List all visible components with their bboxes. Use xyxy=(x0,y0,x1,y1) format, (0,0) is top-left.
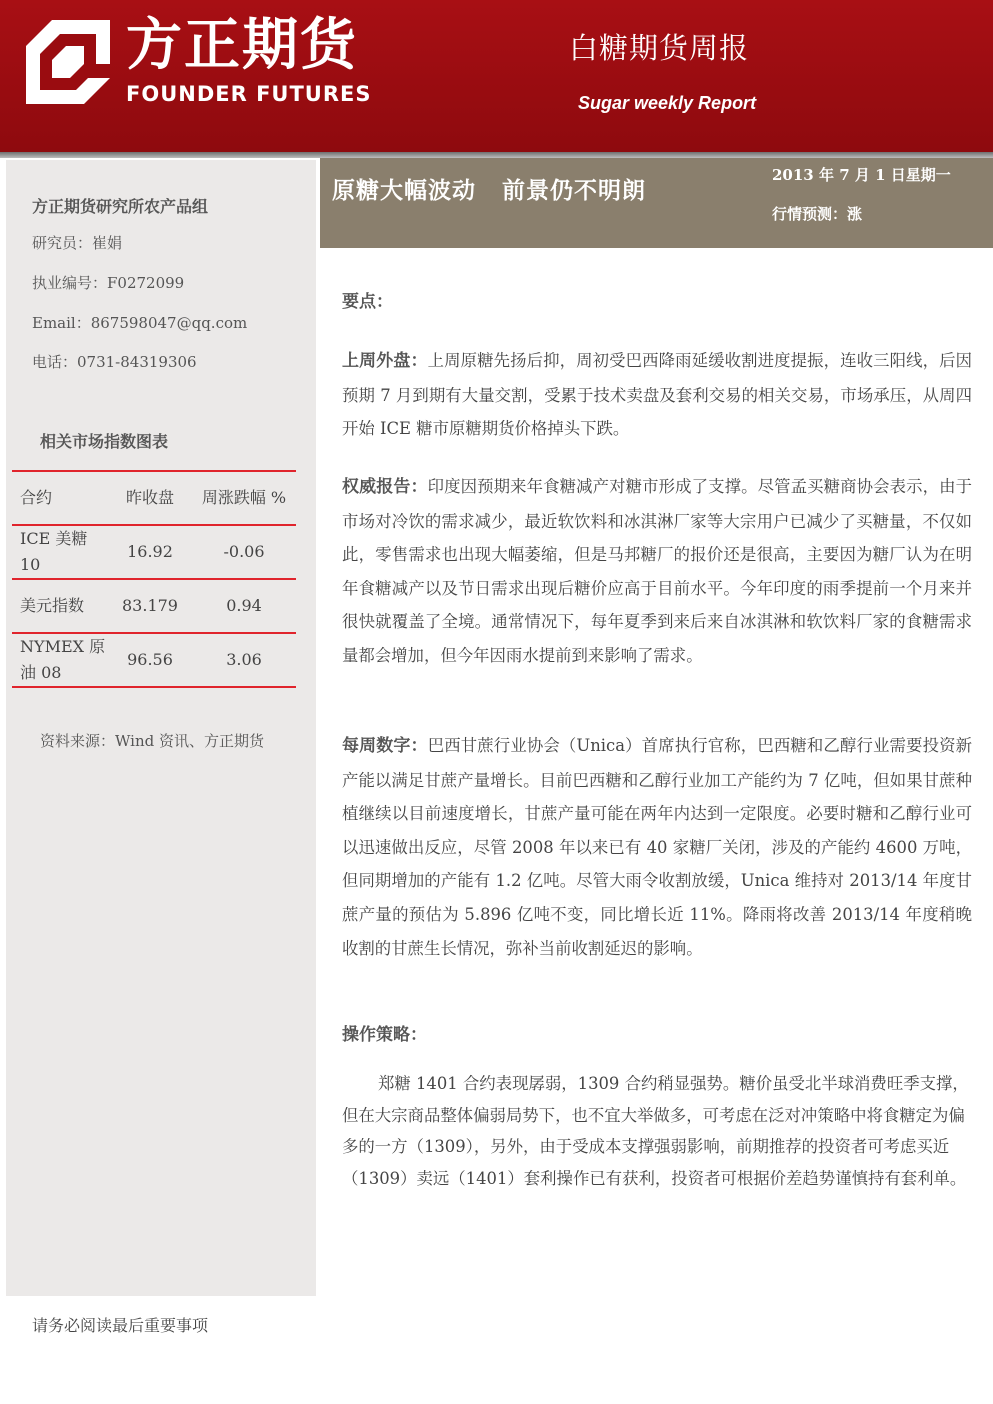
paragraph-label: 上周外盘： xyxy=(342,351,428,371)
phone-contact: 电话：0731-84319306 xyxy=(32,353,197,371)
license-number: 执业编号：F0272099 xyxy=(32,274,185,292)
index-table-title: 相关市场指数图表 xyxy=(40,432,169,451)
headline-part2: 前景仍不明朗 xyxy=(502,178,646,204)
headline-part1: 原糖大幅波动 xyxy=(332,178,476,204)
table-cell-contract: 美元指数 xyxy=(20,596,85,615)
logo-en: FOUNDER FUTURES xyxy=(126,82,372,106)
table-cell-close: 96.56 xyxy=(127,650,173,669)
table-cell-change: 3.06 xyxy=(226,650,262,669)
paragraph-label: 每周数字： xyxy=(342,736,428,756)
report-subtitle: Sugar weekly Report xyxy=(578,93,757,113)
table-cell-change: 0.94 xyxy=(226,596,262,615)
report-title: 白糖期货周报 xyxy=(569,31,750,65)
disclaimer-note: 请务必阅读最后重要事项 xyxy=(32,1316,209,1335)
report-date: 2013 年 7 月 1 日星期一 xyxy=(772,166,951,184)
paragraph-weekly-numbers xyxy=(342,729,972,965)
table-cell-change: -0.06 xyxy=(223,542,265,561)
paragraph-overseas-market xyxy=(342,344,972,446)
table-cell-close: 83.179 xyxy=(122,596,178,615)
table-header-cell: 昨收盘 xyxy=(125,488,174,507)
key-points-heading: 要点： xyxy=(342,292,393,312)
paragraph-text: 上周原糖先扬后抑，周初受巴西降雨延缓收割进度提振，连收三阳线，后因预期 7 月到期有大量交割，受累于技术卖盘及套利交易的相关交易，市场承压，从周四开始 ICE 糖市原糖期货价格掉头下跌。 xyxy=(342,351,973,439)
table-row xyxy=(12,632,296,688)
strategy-paragraph: 郑糖 1401 合约表现孱弱，1309 合约稍显强势。糖价虽受北半球消费旺季支撑，但在大宗商品整体偏弱局势下，也不宜大举做多，可考虑在泛对冲策略中将食糖定为偏多的一方（1309），另外，由于受成本支撑强弱影响，前期推荐的投资者可考虑买近（1309）卖远（1401）套利操作已有获利，投资者可根据价差趋势谨慎持有套利单。 xyxy=(342,1074,969,1188)
paragraph-authoritative-report xyxy=(342,470,972,673)
table-cell-contract: NYMEX 原油 08 xyxy=(20,637,106,682)
paragraph-text: 印度因预期来年食糖减产对糖市形成了支撑。尽管孟买糖商协会表示，由于市场对冷饮的需求减少，最近软饮料和冰淇淋厂家等大宗用户已减少了买糖量，不仅如此，零售需求也出现大幅萎缩，但是马邦糖厂的报价还是很高，主要因为糖厂认为在明年食糖减产以及节日需求出现后糖价应高于目前水平。今年印度的雨季提前一个月来并很快就覆盖了全境。通常情况下，每年夏季到来后来自冰淇淋和软饮料厂家的食糖需求量都会增加，但今年因雨水提前到来影响了需求。 xyxy=(342,477,973,665)
analyst-name: 研究员：崔娟 xyxy=(32,234,123,252)
logo-cn: 方正期货 xyxy=(126,13,358,78)
table-row xyxy=(12,524,296,578)
email-contact: Email：867598047@qq.com xyxy=(32,314,248,332)
market-forecast: 行情预测：涨 xyxy=(772,205,863,223)
paragraph-label: 权威报告： xyxy=(342,477,428,497)
market-index-table xyxy=(12,470,296,688)
table-row xyxy=(12,578,296,632)
research-org: 方正期货研究所农产品组 xyxy=(32,197,209,216)
table-cell-close: 16.92 xyxy=(127,542,173,561)
data-source: 资料来源：Wind 资讯、方正期货 xyxy=(40,732,264,750)
header-banner xyxy=(0,0,993,152)
table-header-cell: 周涨跌幅 % xyxy=(201,488,287,507)
strategy-heading: 操作策略： xyxy=(342,1025,427,1045)
table-header-cell: 合约 xyxy=(20,488,53,507)
headline xyxy=(332,172,646,205)
founder-logo-icon xyxy=(26,20,110,104)
table-cell-contract: ICE 美糖 10 xyxy=(20,529,88,574)
table-header-row xyxy=(12,470,296,524)
paragraph-text: 巴西甘蔗行业协会（Unica）首席执行官称，巴西糖和乙醇行业需要投资新产能以满足甘蔗产量增长。目前巴西糖和乙醇行业加工产能约为 7 亿吨，但如果甘蔗种植继续以目前速度增长，甘蔗产量可能在两年内达到一定限度。必要时糖和乙醇行业可以迅速做出反应，尽管 2008 年以来已有 40 家糖厂关闭，涉及的产能约 4600 万吨，但同期增加的产能有 1.2 亿吨。尽管大雨令收割放缓，Unica 维持对 2013/14 年度甘蔗产量的预估为 5.896 亿吨不变，同比增长近 11%。降雨将改善 2013/14 年度稍晚收割的甘蔗生长情况，弥补当前收割延迟的影响。 xyxy=(342,736,973,958)
